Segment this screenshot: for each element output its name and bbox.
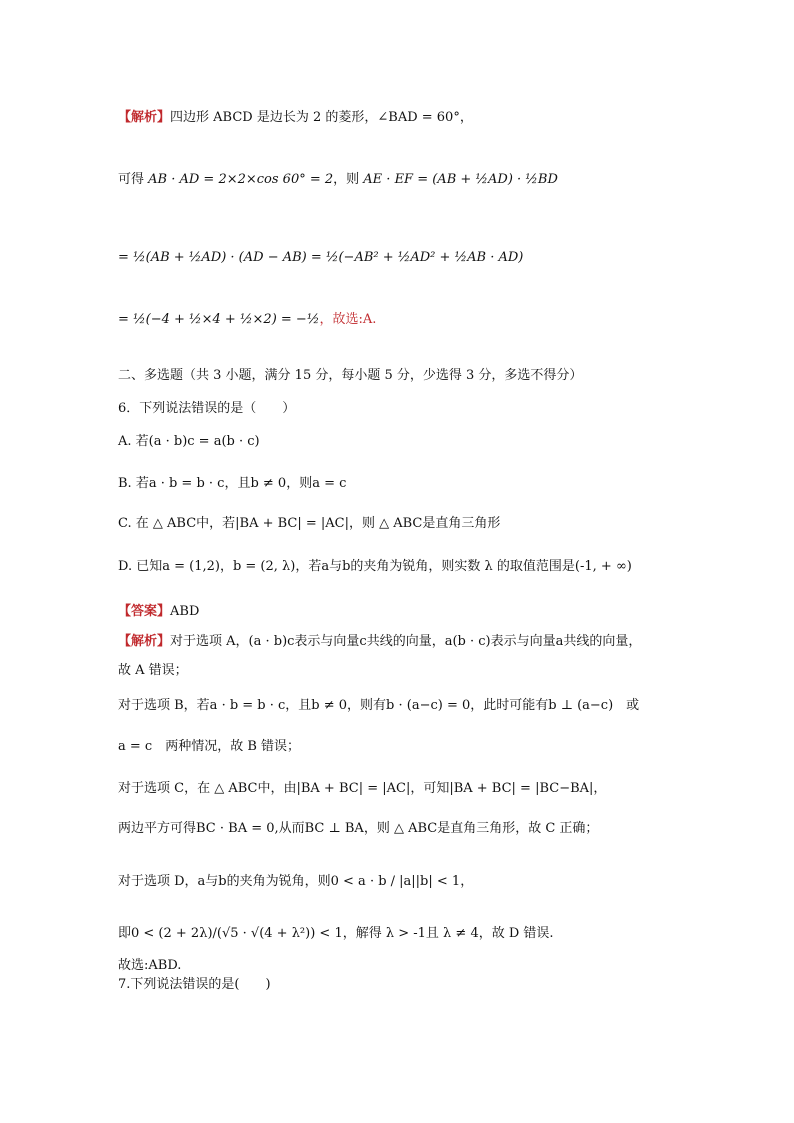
formula-ab-ad: AB · AD = 2×2×cos 60° = 2 bbox=[148, 172, 334, 187]
formula-result: = ½(−4 + ½×4 + ½×2) = −½ bbox=[118, 312, 320, 327]
analysis-text-2a: 可得 bbox=[118, 172, 149, 187]
analysis2-a1: 对于选项 A，(a · b)c表示与向量c共线的向量，a(b · c)表示与向量a共线的向量， bbox=[170, 634, 642, 649]
analysis2-d1: 对于选项 D，a与b的夹角为锐角，则0 < a · b / |a||b| < 1， bbox=[118, 874, 474, 889]
question-7-stem: 7.下列说法错误的是( ) bbox=[118, 977, 271, 992]
option-a: A. 若(a · b)c = a(b · c) bbox=[118, 434, 260, 449]
option-d: D. 已知a = (1,2)，b = (2, λ)，若a与b的夹角为锐角，则实数 λ 的取值范围是(-1, + ∞) bbox=[118, 559, 632, 574]
answer-value: ABD bbox=[170, 604, 200, 619]
analysis2-label: 【解析】 bbox=[118, 634, 171, 649]
analysis-text-1: 四边形 ABCD 是边长为 2 的菱形，∠BAD = 60°， bbox=[170, 110, 473, 125]
analysis2-b2: a = c 两种情况，故 B 错误； bbox=[118, 739, 301, 754]
analysis-line-1 bbox=[118, 108, 473, 128]
analysis-line-3 bbox=[118, 248, 523, 268]
analysis2-c2: 两边平方可得BC · BA = 0,从而BC ⊥ BA，则 △ ABC是直角三角形，故 C 正确； bbox=[118, 821, 599, 836]
analysis2-a2: 故 A 错误； bbox=[118, 663, 188, 678]
analysis2-b1: 对于选项 B，若a · b = b · c，且b ≠ 0，则有b · (a−c) = 0，此时可能有b ⊥ (a−c) 或 bbox=[118, 698, 640, 713]
formula-ae-ef: AE · EF = (AB + ½AD) · ½BD bbox=[363, 172, 558, 187]
analysis2-final: 故选:ABD. bbox=[118, 958, 182, 973]
question-6-stem: 6．下列说法错误的是（ ） bbox=[118, 401, 296, 416]
analysis2-d2: 即0 < (2 + 2λ)/(√5 · √(4 + λ²)) < 1，解得 λ > -1且 λ ≠ 4，故 D 错误. bbox=[118, 926, 554, 941]
option-b: B. 若a · b = b · c，且b ≠ 0，则a = c bbox=[118, 476, 347, 491]
answer-choice: ，故选:A. bbox=[319, 312, 377, 327]
section-heading: 二、多选题（共 3 小题，满分 15 分，每小题 5 分，少选得 3 分，多选不得分） bbox=[118, 368, 583, 383]
option-c: C. 在 △ ABC中，若|BA + BC| = |AC|，则 △ ABC是直角三角形 bbox=[118, 516, 501, 531]
analysis-line-4 bbox=[118, 310, 376, 330]
analysis2-c1: 对于选项 C，在 △ ABC中，由|BA + BC| = |AC|，可知|BA + BC| = |BC−BA|， bbox=[118, 781, 607, 796]
answer-line bbox=[118, 602, 199, 622]
analysis-line-2 bbox=[118, 170, 558, 190]
analysis-text-2c: ，则 bbox=[333, 172, 364, 187]
formula-expansion: = ½(AB + ½AD) · (AD − AB) = ½(−AB² + ½AD² + ½AB · AD) bbox=[118, 250, 524, 265]
analysis-label: 【解析】 bbox=[118, 110, 171, 125]
analysis2-line-a1 bbox=[118, 632, 641, 652]
answer-label: 【答案】 bbox=[118, 604, 171, 619]
